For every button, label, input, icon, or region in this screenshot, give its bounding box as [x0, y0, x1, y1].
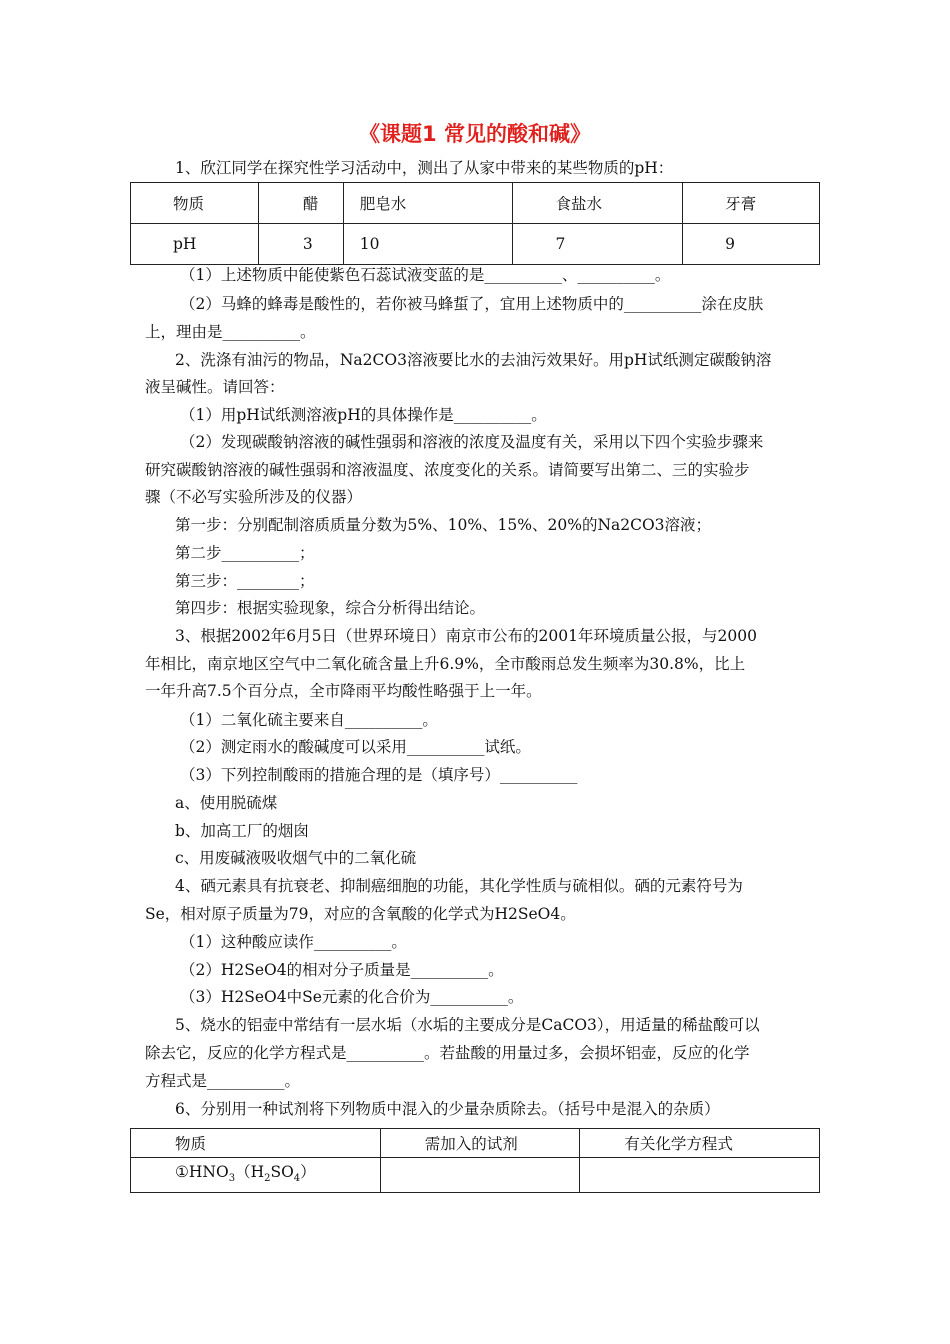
q4-part2: （2）H2SeO4的相对分子质量是__________。: [180, 961, 504, 979]
q5-line3: 方程式是__________。: [145, 1072, 301, 1090]
q3-option-c: c、用废碱液吸收烟气中的二氧化硫: [175, 849, 417, 867]
table-cell: 10: [343, 224, 513, 265]
q2-step1: 第一步：分别配制溶质质量分数为5%、10%、15%、20%的Na2CO3溶液；: [175, 516, 712, 534]
q4-part1: （1）这种酸应读作__________。: [180, 933, 407, 951]
table-header-cell: 食盐水: [513, 183, 683, 224]
table-cell: pH: [131, 224, 259, 265]
q4-line1: 4、硒元素具有抗衰老、抑制癌细胞的功能，其化学性质与硫相似。硒的元素符号为: [175, 877, 743, 895]
q2-part1: （1）用pH试纸测溶液pH的具体操作是__________。: [180, 406, 547, 424]
formula-subscript: 3: [228, 1173, 236, 1185]
q2-line1: 2、洗涤有油污的物品，Na2CO3溶液要比水的去油污效果好。用pH试纸测定碳酸钠溶: [175, 351, 772, 369]
q1-part1: （1）上述物质中能使紫色石蕊试液变蓝的是__________、__________。: [180, 266, 671, 284]
q5-line1: 5、烧水的铝壶中常结有一层水垢（水垢的主要成分是CaCO3），用适量的稀盐酸可以: [175, 1016, 760, 1034]
table-cell: [131, 1158, 381, 1193]
q3-option-a: a、使用脱硫煤: [175, 794, 278, 812]
q1-part2-line2: 上，理由是__________。: [145, 323, 316, 341]
q3-part2: （2）测定雨水的酸碱度可以采用__________试纸。: [180, 738, 531, 756]
q2-step3: 第三步：________；: [175, 572, 315, 590]
q4-line2: Se，相对原子质量为79，对应的含氧酸的化学式为H2SeO4。: [145, 905, 576, 923]
page-title: 《课题1 常见的酸和碱》: [359, 122, 591, 146]
formula-subscript: 2: [264, 1173, 271, 1185]
q1-intro: 1、欣江同学在探究性学习活动中，测出了从家中带来的某些物质的pH：: [175, 159, 674, 177]
table-cell: [380, 1158, 580, 1193]
table-cell: [580, 1158, 820, 1193]
q6-intro: 6、分别用一种试剂将下列物质中混入的少量杂质除去。（括号中是混入的杂质）: [175, 1100, 720, 1118]
q3-part1: （1）二氧化硫主要来自__________。: [180, 711, 438, 729]
q2-part2-line1: （2）发现碳酸钠溶液的碱性强弱和溶液的浓度及温度有关，采用以下四个实验步骤来: [180, 433, 764, 451]
table-header-cell: 有关化学方程式: [580, 1129, 820, 1158]
table-header-cell: 需加入的试剂: [380, 1129, 580, 1158]
q3-line2: 年相比，南京地区空气中二氧化硫含量上升6.9%，全市酸雨总发生频率为30.8%，比上: [145, 655, 746, 673]
ph-table: [130, 182, 820, 265]
table-header-cell: 牙膏: [683, 183, 820, 224]
q3-line1: 3、根据2002年6月5日（世界环境日）南京市公布的2001年环境质量公报，与2000: [175, 627, 757, 645]
formula-part: ）: [300, 1163, 316, 1181]
table-header-cell: 肥皂水: [343, 183, 513, 224]
table-row: [131, 224, 820, 265]
table-row: [131, 1158, 820, 1193]
q5-line2: 除去它，反应的化学方程式是__________。若盐酸的用量过多，会损坏铝壶，反应的化学: [145, 1044, 750, 1062]
q2-step2: 第二步__________；: [175, 544, 315, 562]
q1-part2-line1: （2）马蜂的蜂毒是酸性的，若你被马蜂蜇了，宜用上述物质中的__________涂在皮肤: [180, 295, 764, 313]
table-cell: 7: [513, 224, 683, 265]
q2-line2: 液呈碱性。请回答：: [145, 378, 285, 396]
table-header-cell: 醋: [258, 183, 343, 224]
table-header-cell: 物质: [131, 183, 259, 224]
formula-part: SO: [270, 1163, 294, 1181]
q3-option-b: b、加高工厂的烟囱: [175, 822, 309, 840]
q4-part3: （3）H2SeO4中Se元素的化合价为__________。: [180, 988, 524, 1006]
table-cell: 3: [258, 224, 343, 265]
q3-line3: 一年升高7.5个百分点，全市降雨平均酸性略强于上一年。: [145, 682, 542, 700]
impurity-table: [130, 1128, 820, 1193]
q2-part2-line2: 研究碳酸钠溶液的碱性强弱和溶液温度、浓度变化的关系。请简要写出第二、三的实验步: [145, 461, 750, 479]
table-row: [131, 183, 820, 224]
q2-part2-line3: 骤（不必写实验所涉及的仪器）: [145, 488, 363, 506]
table-header-cell: 物质: [131, 1129, 381, 1158]
formula-subscript: 4: [293, 1173, 301, 1185]
table-row: [131, 1129, 820, 1158]
table-cell: 9: [683, 224, 820, 265]
formula-part: （H: [235, 1163, 265, 1181]
q2-step4: 第四步：根据实验现象，综合分析得出结论。: [175, 599, 486, 617]
formula-part: ①HNO: [175, 1163, 229, 1181]
q3-part3: （3）下列控制酸雨的措施合理的是（填序号）__________: [180, 766, 578, 784]
